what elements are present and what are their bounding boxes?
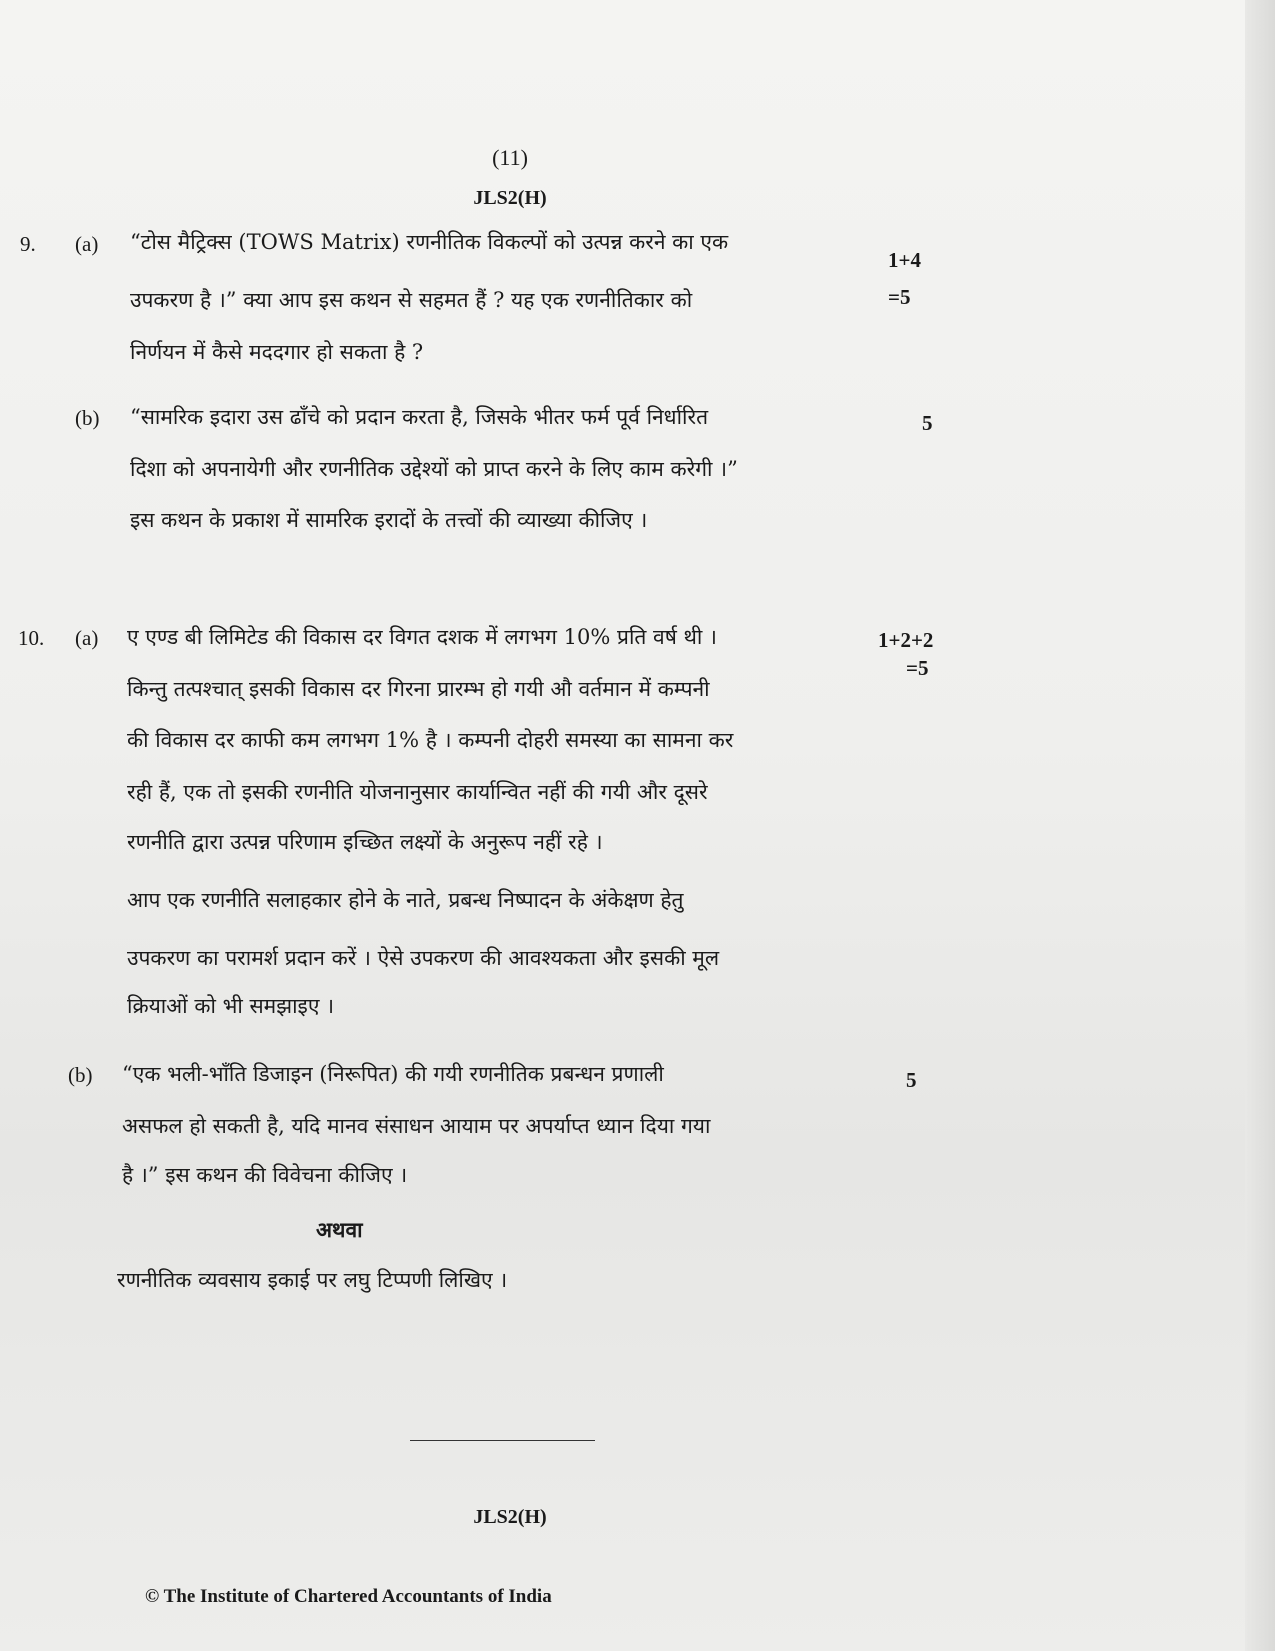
question-text-line: रणनीति द्वारा उत्पन्न परिणाम इच्छित लक्ष्यों के अनुरूप नहीं रहे ।: [127, 830, 603, 854]
question-text-line: उपकरण का परामर्श प्रदान करें । ऐसे उपकरण की आवश्यकता और इसकी मूल: [127, 946, 720, 970]
question-text-line: दिशा को अपनायेगी और रणनीतिक उद्देश्यों को प्राप्त करने के लिए काम करेगी ।”: [130, 457, 738, 481]
question-text-line: है ।” इस कथन की विवेचना कीजिए ।: [122, 1163, 408, 1187]
question-text-line: इस कथन के प्रकाश में सामरिक इरादों के तत्त्वों की व्याख्या कीजिए ।: [130, 508, 648, 532]
marks: =5: [888, 285, 911, 309]
marks: 5: [906, 1068, 917, 1092]
question-text-line: रही हैं, एक तो इसकी रणनीति योजनानुसार कार्यान्वित नहीं की गयी और दूसरे: [127, 780, 708, 804]
marks: 1+2+2: [878, 628, 934, 652]
question-text-line: “सामरिक इदारा उस ढाँचे को प्रदान करता है, जिसके भीतर फर्म पूर्व निर्धारित: [130, 405, 709, 429]
sub-question-label: (b): [75, 406, 100, 430]
question-number: 10.: [18, 626, 45, 650]
question-text-line: असफल हो सकती है, यदि मानव संसाधन आयाम पर अपर्याप्त ध्यान दिया गया: [122, 1114, 711, 1138]
or-label: अथवा: [316, 1217, 363, 1242]
sub-question-label: (a): [75, 232, 99, 256]
sub-question-label: (b): [68, 1063, 93, 1087]
copyright-notice: © The Institute of Chartered Accountants of India: [145, 1586, 552, 1607]
marks: =5: [906, 656, 929, 680]
page-edge-shadow: [1245, 0, 1275, 1651]
end-divider: [410, 1440, 595, 1441]
question-text-line: “एक भली-भाँति डिजाइन (निरूपित) की गयी रणनीतिक प्रबन्धन प्रणाली: [122, 1062, 664, 1086]
marks: 5: [922, 411, 933, 435]
question-text-line: “टोस मैट्रिक्स (TOWS Matrix) रणनीतिक विकल्पों को उत्पन्न करने का एक: [130, 230, 729, 254]
page-number: (11): [492, 145, 528, 170]
question-text-line: उपकरण है ।” क्या आप इस कथन से सहमत हैं ? यह एक रणनीतिकार को: [130, 288, 693, 312]
question-text-line: क्रियाओं को भी समझाइए ।: [127, 994, 335, 1018]
question-text-line: की विकास दर काफी कम लगभग 1% है । कम्पनी दोहरी समस्या का सामना कर: [127, 728, 734, 752]
question-text-line: किन्तु तत्पश्चात् इसकी विकास दर गिरना प्रारम्भ हो गयी औ वर्तमान में कम्पनी: [127, 677, 710, 701]
question-text-line: आप एक रणनीति सलाहकार होने के नाते, प्रबन्ध निष्पादन के अंकेक्षण हेतु: [127, 888, 684, 912]
question-number: 9.: [20, 232, 36, 256]
question-text-line: निर्णयन में कैसे मददगार हो सकता है ?: [130, 340, 424, 364]
alternative-question: रणनीतिक व्यवसाय इकाई पर लघु टिप्पणी लिखिए ।: [117, 1268, 508, 1292]
paper-code-footer: JLS2(H): [473, 1506, 547, 1528]
marks: 1+4: [888, 248, 921, 272]
paper-code-header: JLS2(H): [473, 187, 547, 209]
question-text-line: ए एण्ड बी लिमिटेड की विकास दर विगत दशक में लगभग 10% प्रति वर्ष थी ।: [127, 625, 718, 649]
sub-question-label: (a): [75, 626, 99, 650]
